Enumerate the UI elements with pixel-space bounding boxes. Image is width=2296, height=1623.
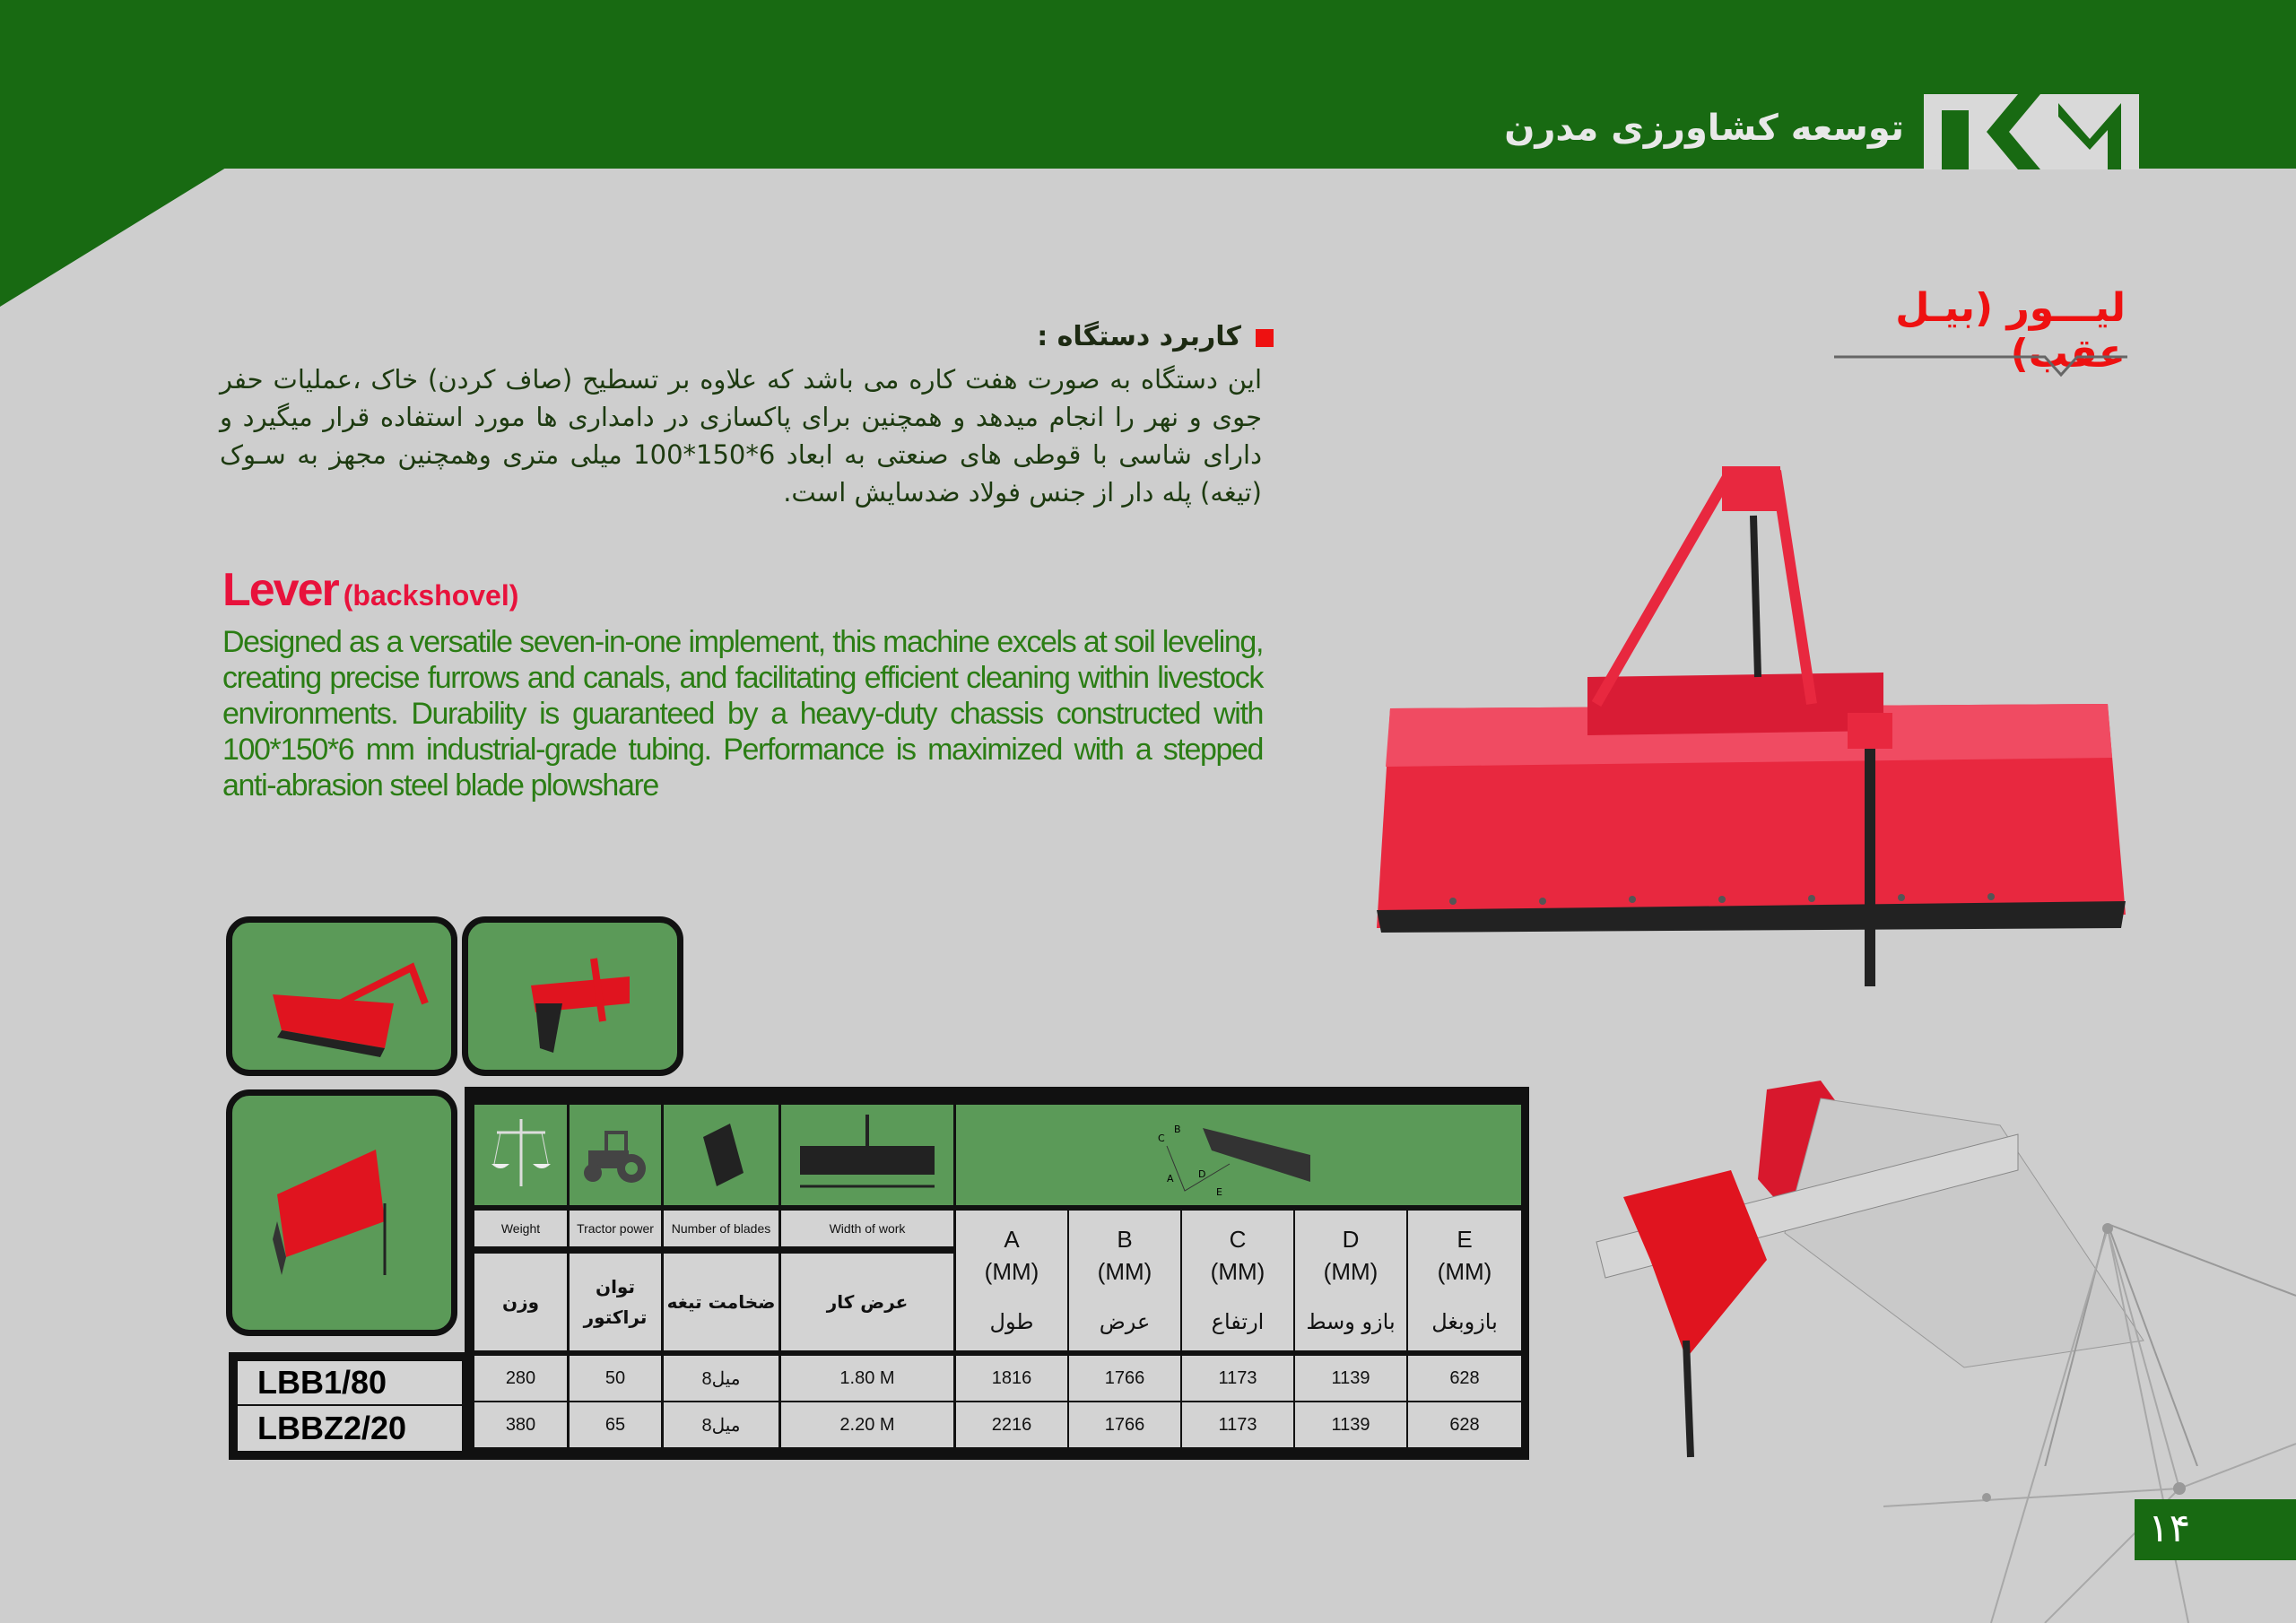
model-name: LBB1/80 (238, 1361, 462, 1404)
table-cell: 1766 (1069, 1402, 1180, 1447)
thumbnail-3[interactable] (226, 1089, 457, 1336)
table-cell: 280 (474, 1356, 567, 1401)
header-width-en: Width of work (781, 1211, 953, 1246)
header-dim-c (1182, 1211, 1293, 1350)
dim-letter: C (1229, 1226, 1247, 1253)
table-cell: 50 (570, 1356, 661, 1401)
table-cell: 1173 (1182, 1402, 1293, 1447)
header-dim-d (1295, 1211, 1406, 1350)
dim-unit: (MM) (1323, 1258, 1378, 1285)
header-blades-fa: ضخامت تیغه (664, 1254, 778, 1350)
width-icon (781, 1105, 953, 1205)
page-number: ۱۴ (2135, 1499, 2296, 1560)
model-column (229, 1352, 471, 1460)
dim-unit: (MM) (1097, 1258, 1152, 1285)
tkm-logo (1924, 94, 2139, 169)
english-title (222, 563, 518, 629)
description-en: Designed as a versatile seven-in-one implement, this machine excels at soil leveling, creating precise furrows and canals, and facilitating efficient cleaning within livestock environments. Durability is guaranteed by a heavy-duty chassis constructed with 100*150*6 mm industrial-grade tubing. Performance is maximized with a stepped anti-abrasion steel blade plowshare (222, 625, 1263, 803)
header-tractor-power-en: Tractor power (570, 1211, 661, 1246)
table-cell: 2.20 M (781, 1402, 953, 1447)
title-underline (1830, 352, 2135, 387)
dim-label-fa: بازو وسط (1306, 1309, 1396, 1334)
dim-letter: E (1457, 1226, 1473, 1253)
table-cell: 1139 (1295, 1402, 1406, 1447)
product-title-fa: لیـــور (بیـل عقب) (1895, 285, 2126, 377)
table-cell: 380 (474, 1402, 567, 1447)
svg-text:B: B (1174, 1124, 1181, 1135)
svg-text:A: A (1167, 1173, 1174, 1185)
header-blades-en: Number of blades (664, 1211, 778, 1246)
description-fa: این دستگاه به صورت هفت کاره می باشد که علاوه بر تسطیح (صاف کردن) خاک ،عملیات حفر جوی و نهر را انجام میدهد و همچنین برای پاکسازی در دامداری ها مورد استفاده قرار میگیرد و دارای شاسی با قوطی های صنعتی به ابعاد 6*150*100 میلی متری وهمچنین مجهز به سـوک (تیغه) پله دار از جنس فولاد ضدسایش است. (220, 364, 1262, 508)
table-cell: 2216 (956, 1402, 1067, 1447)
header-corner-shape (0, 168, 233, 311)
header-width-fa: عرض کار (781, 1254, 953, 1350)
header-tractor-power-fa: توان تراکتور (570, 1254, 661, 1350)
dim-unit: (MM) (984, 1258, 1039, 1285)
thumbnail-1[interactable] (226, 916, 457, 1076)
blade-icon (664, 1105, 778, 1205)
thumbnail-2[interactable] (462, 916, 683, 1076)
table-cell: 1766 (1069, 1356, 1180, 1401)
dim-letter: A (1004, 1226, 1020, 1253)
dim-letter: D (1342, 1226, 1360, 1253)
table-cell: 628 (1408, 1356, 1521, 1401)
dim-label-fa: طول (989, 1309, 1034, 1334)
bullet-square (1256, 329, 1274, 347)
dim-label-fa: ارتفاع (1211, 1309, 1265, 1334)
table-cell: 1173 (1182, 1356, 1293, 1401)
dimension-diagram (956, 1105, 1521, 1205)
dim-letter: B (1117, 1226, 1133, 1253)
section-heading (215, 321, 1274, 352)
logo-year: 1998 (1925, 135, 1940, 166)
dim-label-fa: عرض (1099, 1309, 1151, 1334)
subtitle-en: (backshovel) (343, 579, 519, 612)
table-cell: 1.80 M (781, 1356, 953, 1401)
dim-label-fa: بازوبغل (1431, 1309, 1498, 1334)
product-image-main (1363, 462, 2135, 1000)
model-name: LBBZ2/20 (238, 1406, 462, 1451)
header-weight-fa: وزن (474, 1254, 567, 1350)
header-dim-b (1069, 1211, 1180, 1350)
table-cell: 628 (1408, 1402, 1521, 1447)
section-heading-text: کاربرد دستگاه : (1037, 321, 1241, 352)
table-cell: 1816 (956, 1356, 1067, 1401)
header-dim-a (956, 1211, 1067, 1350)
svg-text:E: E (1216, 1186, 1222, 1198)
header-dim-e (1408, 1211, 1521, 1350)
dim-unit: (MM) (1437, 1258, 1492, 1285)
tractor-icon (570, 1105, 661, 1205)
table-cell: 65 (570, 1402, 661, 1447)
svg-text:D: D (1198, 1168, 1206, 1180)
brand-text: توسعه کشاورزی مدرن (1504, 108, 1904, 149)
header-weight-en: Weight (474, 1211, 567, 1246)
table-cell: 1139 (1295, 1356, 1406, 1401)
svg-text:C: C (1158, 1133, 1165, 1144)
scale-icon (474, 1105, 567, 1205)
title-en: Lever (222, 564, 338, 616)
dim-unit: (MM) (1210, 1258, 1265, 1285)
spec-table (465, 1087, 1529, 1460)
table-cell: 8میل (664, 1356, 778, 1401)
table-cell: 8میل (664, 1402, 778, 1447)
